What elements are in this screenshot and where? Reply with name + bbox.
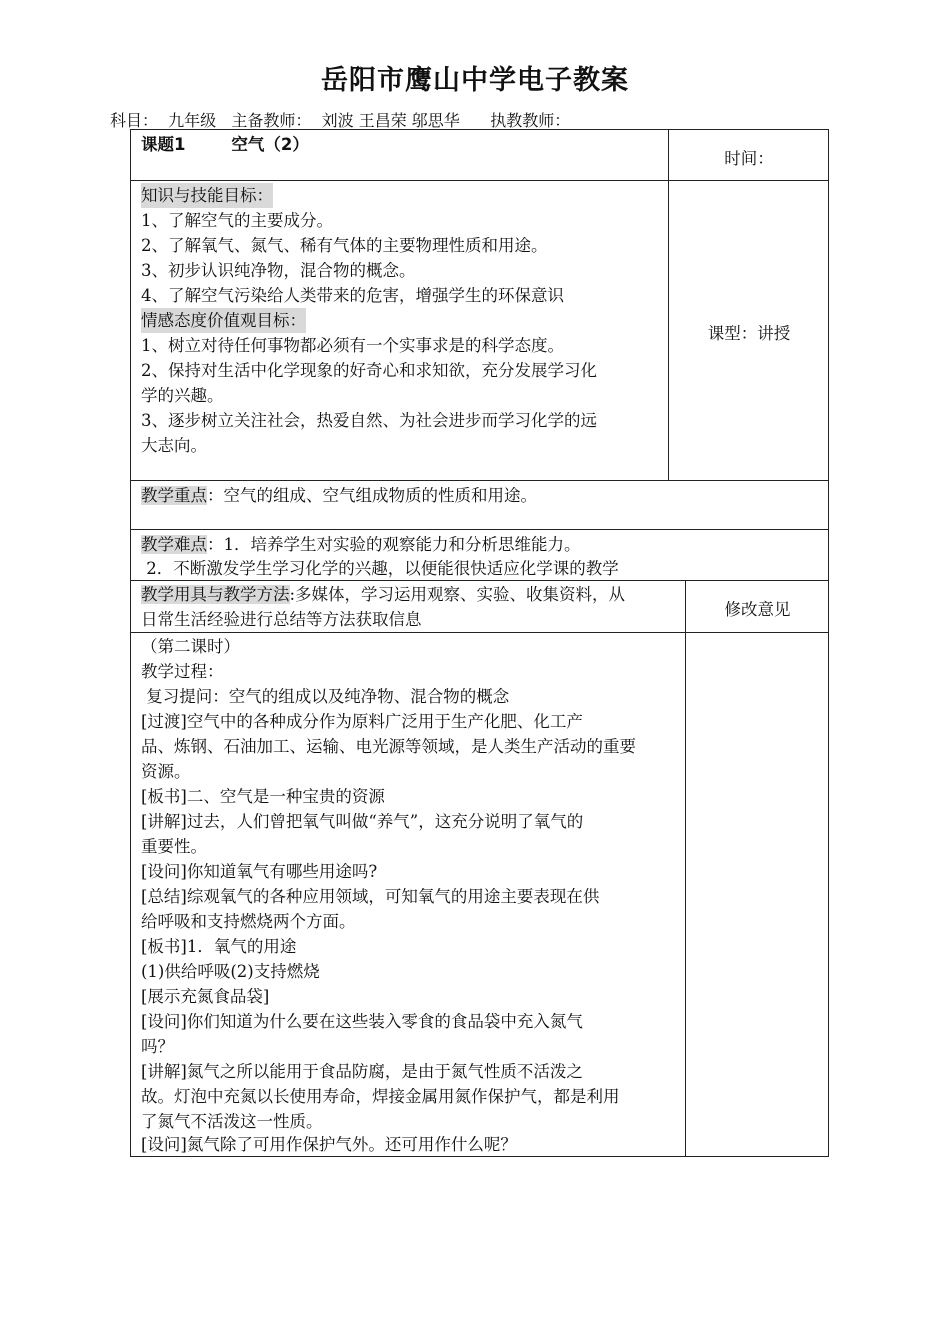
process-line: [板书]1．氧气的用途: [141, 937, 297, 956]
process-line: 教学过程：: [141, 662, 224, 681]
difficulty: [141, 532, 581, 557]
knowledge-item: 1、了解空气的主要成分。: [141, 211, 333, 230]
process-line: [过渡]空气中的各种成分作为原料广泛用于生产化肥、化工产: [141, 712, 583, 731]
process-line: [设问]你们知道为什么要在这些装入零食的食品袋中充入氮气: [141, 1012, 583, 1031]
key-point: [141, 483, 537, 508]
emotion-heading: 情感态度价值观目标：: [141, 308, 306, 333]
knowledge-heading: 知识与技能目标：: [141, 183, 273, 208]
knowledge-item: 2、了解氧气、氮气、稀有气体的主要物理性质和用途。: [141, 236, 548, 255]
row-divider-2: [130, 480, 829, 481]
process-line: 复习提问：空气的组成以及纯净物、混合物的概念: [141, 687, 510, 706]
process-line: 吗？: [141, 1037, 174, 1056]
process-line: [板书]二、空气是一种宝贵的资源: [141, 787, 385, 806]
process-line: [展示充氮食品袋]: [141, 987, 270, 1006]
revision-label: 修改意见: [724, 600, 791, 619]
difficulty-line-2: 2．不断激发学生学习化学的兴趣，以便能很快适应化学课的教学: [141, 559, 619, 578]
process-line: （第二课时）: [141, 637, 240, 656]
row-divider-5: [130, 632, 829, 633]
emotion-item: 2、保持对生活中化学现象的好奇心和求知欲，充分发展学习化: [141, 361, 597, 380]
row-divider-3: [130, 529, 829, 530]
meta-line: 科目： 九年级 主备教师： 刘波 王昌荣 邬思华 执教教师：: [110, 111, 571, 130]
knowledge-item: 4、了解空气污染给人类带来的危害，增强学生的环保意识: [141, 286, 564, 305]
process-line: 重要性。: [141, 837, 207, 856]
difficulty-label: 教学难点: [141, 535, 207, 554]
process-line: [讲解]氮气之所以能用于食品防腐，是由于氮气性质不活泼之: [141, 1062, 583, 1081]
process-line: [讲解]过去，人们曾把氧气叫做“养气”，这充分说明了氧气的: [141, 812, 584, 831]
knowledge-item: 3、初步认识纯净物，混合物的概念。: [141, 261, 416, 280]
process-line: 了氮气不活泼这一性质。: [141, 1112, 323, 1131]
difficulty-line-1: ：1．培养学生对实验的观察能力和分析思维能力。: [207, 535, 581, 554]
lesson-topic: 课题1 空气（2）: [141, 135, 309, 154]
emotion-item: 1、树立对待任何事物都必须有一个实事求是的科学态度。: [141, 336, 564, 355]
document-title: 岳阳市鹰山中学电子教案: [321, 65, 629, 96]
key-point-text: ：空气的组成、空气组成物质的性质和用途。: [207, 486, 537, 505]
process-line: (1)供给呼吸(2)支持燃烧: [141, 962, 320, 981]
key-point-label: 教学重点: [141, 486, 207, 505]
col-divider-top: [668, 129, 669, 480]
process-line: 品、炼钢、石油加工、运输、电光源等领域，是人类生产活动的重要: [141, 737, 636, 756]
teaching-tools: [141, 582, 625, 607]
emotion-item: 大志向。: [141, 436, 207, 455]
emotion-item: 3、逐步树立关注社会，热爱自然、为社会进步而学习化学的远: [141, 411, 597, 430]
process-line: 资源。: [141, 762, 191, 781]
lesson-type: 课型：讲授: [707, 324, 791, 343]
emotion-item: 学的兴趣。: [141, 386, 224, 405]
row-divider-1: [130, 180, 829, 181]
process-line: 给呼吸和支持燃烧两个方面。: [141, 912, 356, 931]
time-label: 时间：: [724, 149, 774, 168]
process-line: [设问]氮气除了可用作保护气外。还可用作什么呢？: [141, 1135, 517, 1154]
process-line: [总结]综观氧气的各种应用领域，可知氧气的用途主要表现在供: [141, 887, 600, 906]
tools-line-1: :多媒体，学习运用观察、实验、收集资料，从: [289, 585, 626, 604]
process-line: 故。灯泡中充氮以长使用寿命，焊接金属用氮作保护气，都是利用: [141, 1087, 620, 1106]
tools-label: 教学用具与教学方法: [141, 585, 290, 604]
col-divider-bottom: [685, 580, 686, 1157]
process-line: [设问]你知道氧气有哪些用途吗?: [141, 862, 378, 881]
tools-line-2: 日常生活经验进行总结等方法获取信息: [141, 610, 422, 629]
